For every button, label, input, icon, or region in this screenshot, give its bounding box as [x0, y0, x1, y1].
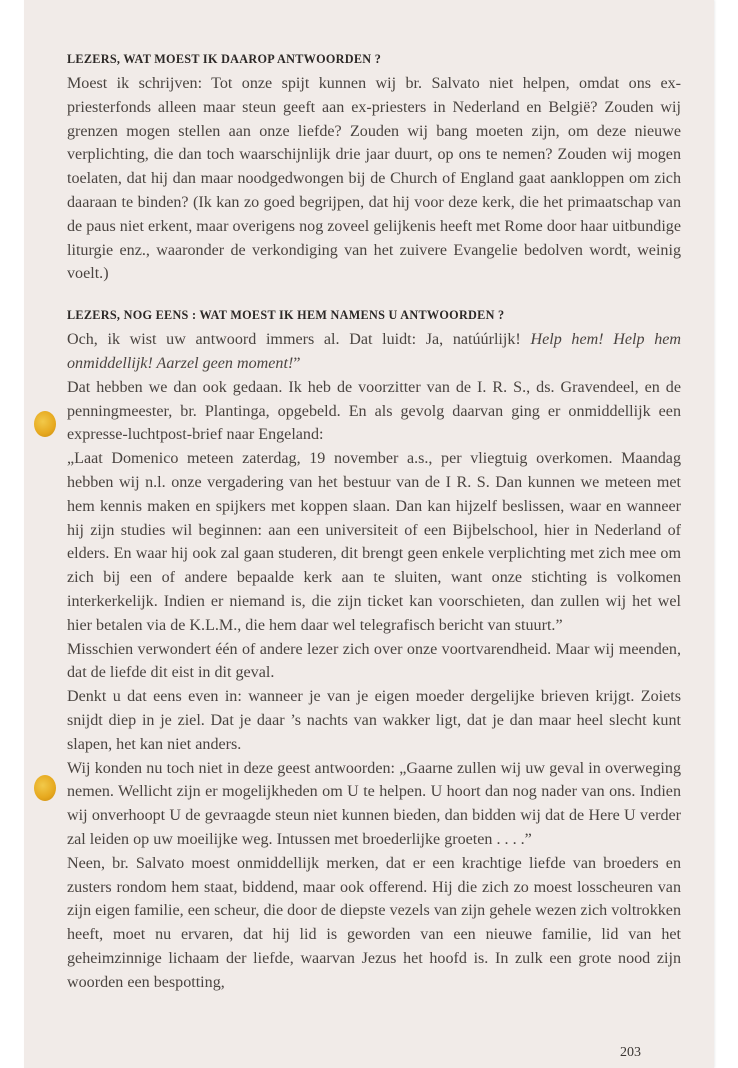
reply-italic: Help hem! Help hem onmiddellijk! Aarzel geen moment! [67, 331, 682, 372]
punch-hole-marker [34, 775, 56, 801]
section-heading-1: LEZERS, WAT MOEST IK DAAROP ANTWOORDEN ? [67, 52, 382, 66]
text-column [67, 50, 681, 994]
paragraph-surprise: Misschien verwondert één of andere lezer zich over onze voortvarendheid. Maar wij meenden, dat de liefde dit eist in dit geval. [67, 640, 681, 682]
paragraph-letter: „Laat Domenico meteen zaterdag, 19 november a.s., per vliegtuig overkomen. Maandag hebben wij n.l. onze vergadering van het bestuur van de I R. S. Dan kunnen we meteen met hem kennis maken en spijkers met koppen slaan. Dan kan hijzelf beslissen, waar en wanneer hij zijn studies wil beginnen: aan een universiteit of een Bijbelschool, hier in Nederland of elders. En waar hij ook zal gaan studeren, dit brengt geen enkele verplichting met zich mee om zich bij een of andere bepaalde kerk aan te sluiten, want onze stichting is volkomen interkerkelijk. Indien er niemand is, die zijn ticket kan voorschieten, dan zullen wij het wel hier betalen via de K.L.M., die hem daar wel telegrafisch bericht van stuurt.” [67, 450, 681, 634]
paragraph-phoned: Dat hebben we dan ook gedaan. Ik heb de voorzitter van de I. R. S., ds. Gravendeel, en de penningmeester, br. Plantinga, opgebeld. En als gevolg daarvan ging er onmiddellijk een expresse-luchtpost-brief naar Engeland: [67, 378, 681, 444]
page [24, 0, 714, 1068]
page-number: 203 [620, 1045, 641, 1060]
reply-tail: ” [293, 354, 301, 372]
paragraph-1: Moest ik schrijven: Tot onze spijt kunnen wij br. Salvato niet helpen, omdat ons ex-priesterfonds alleen maar steun geeft aan ex-priesters in Nederland en België? Zouden wij grenzen mogen stellen aan onze liefde? Zouden wij bang moeten zijn, om deze nieuwe verplichting, die dan toch waarschijnlijk drie jaar duurt, op ons te nemen? Zouden wij mogen toelaten, dat hij dan maar noodgedwongen bij de Church of England gaat aankloppen om zich daaraan te binden? (Ik kan zo goed begrijpen, dat hij voor deze kerk, die het primaatschap van de paus niet erkent, maar overigens nog zoveel gelijkenis heeft met Rome door haar uitbundige liturgie enz., waaronder de verkondiging van het zuivere Evangelie bedolven wordt, weinig voelt.) [67, 75, 681, 283]
paragraph-reply [67, 328, 681, 376]
section-heading-2: LEZERS, NOG EENS : WAT MOEST IK HEM NAMENS U ANTWOORDEN ? [67, 308, 505, 323]
reply-lead: Och, ik wist uw antwoord immers al. Dat luidt: Ja, natúúrlijk! [67, 331, 531, 349]
punch-hole-marker [34, 411, 56, 437]
paragraph-love: Neen, br. Salvato moest onmiddellijk merken, dat er een krachtige liefde van broeders en zusters rondom hem staat, biddend, maar ook offerend. Hij die zich zo moest losscheuren van zijn eigen familie, een scheur, die door de diepste vezels van zijn gehele wezen zich voltrokken heeft, moet nu ervaren, dat hij lid is geworden van een nieuwe familie, lid van het geheimzinnige lichaam der liefde, waarvan Jezus het hoofd is. In zulk een grote nood zijn woorden een bespotting, [67, 854, 681, 991]
paragraph-mother: Denkt u dat eens even in: wanneer je van je eigen moeder dergelijke brieven krijgt. Zoiets snijdt diep in je ziel. Dat je daar ’s nachts van wakker ligt, dat je dan maar heel slecht kunt slapen, het kan niet anders. [67, 688, 681, 753]
paragraph-answer: Wij konden nu toch niet in deze geest antwoorden: „Gaarne zullen wij uw geval in overweging nemen. Wellicht zijn er mogelijkheden om U te helpen. U hoort dan nog nader van ons. Indien wij onverhoopt U de gevraagde steun niet kunnen bieden, dan bidden wij dat de Here U verder zal leiden op uw moeilijke weg. Intussen met broederlijke groeten . . . .” [67, 759, 681, 848]
